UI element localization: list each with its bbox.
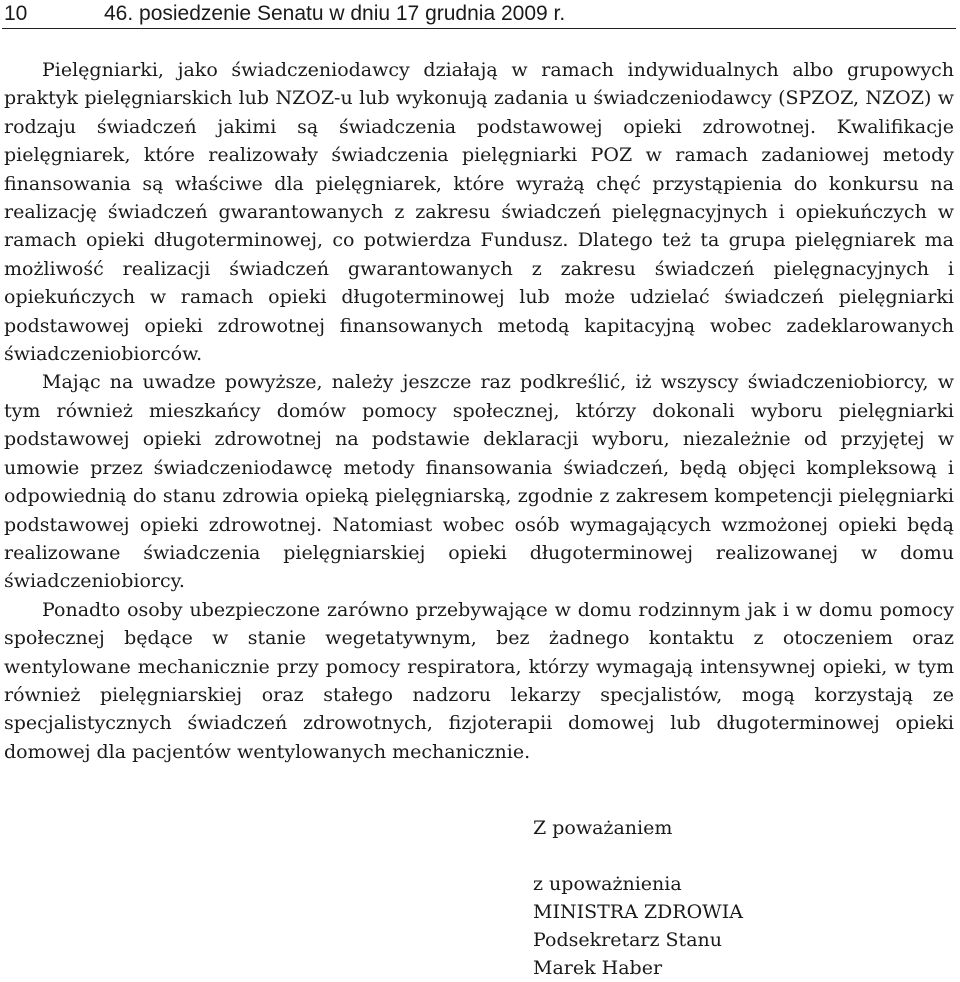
closing-line: Z poważaniem — [533, 817, 673, 839]
signature-name: Marek Haber — [533, 957, 663, 979]
signature-authorization: z upoważnienia — [533, 873, 682, 895]
page-number: 10 — [4, 2, 28, 25]
signature-position: Podsekretarz Stanu — [533, 929, 722, 951]
running-title: 46. posiedzenie Senatu w dniu 17 grudnia 2009 r. — [104, 2, 566, 25]
letter-body — [4, 56, 954, 766]
paragraph-3: Ponadto osoby ubezpieczone zarówno przebywające w domu rodzinnym jak i w domu pomocy społecznej będące w stanie wegetatywnym, bez żadnego kontaktu z otoczeniem oraz wentylowane mechanicznie przy pomocy respiratora, którzy wymagają intensywnej opieki, w tym również pielęgniarskiej oraz stałego nadzoru lekarzy specjalistów, mogą korzystają ze specjalistycznych świadczeń zdrowotnych, fizjoterapii domowej lub długoterminowej opieki domowej dla pacjentów wentylowanych mechanicznie. — [4, 598, 954, 763]
paragraph-2: Mając na uwadze powyższe, należy jeszcze raz podkreślić, iż wszyscy świadczeniobiorcy, w tym również mieszkańcy domów pomocy społecznej, którzy dokonali wyboru pielęgniarki podstawowej opieki zdrowotnej na podstawie deklaracji wyboru, niezależnie od przyjętej w umowie przez świadczeniodawcę metody finansowania świadczeń, będą objęci kompleksową i odpowiednią do stanu zdrowia opieką pielęgniarską, zgodnie z zakresem kompetencji pielęgniarki podstawowej opieki zdrowotnej. Natomiast wobec osób wymagających wzmożonej opieki będą realizowane świadczenia pielęgniarskiej opieki długoterminowej realizowanej w domu świadczeniobiorcy. — [4, 371, 954, 593]
paragraph-1: Pielęgniarki, jako świadczeniodawcy działają w ramach indywidualnych albo grupowych praktyk pielęgniarskich lub NZOZ-u lub wykonują zadania u świadczeniodawcy (SPZOZ, NZOZ) w rodzaju świadczeń jakimi są świadczenia podstawowej opieki zdrowotnej. Kwalifikacje pielęgniarek, które realizowały świadczenia pielęgniarki POZ w ramach zadaniowej metody finansowania są właściwe dla pielęgniarek, które wyrażą chęć przystąpienia do konkursu na realizację świadczeń gwarantowanych z zakresu świadczeń pielęgnacyjnych i opiekuńczych w ramach opieki długoterminowej, co potwierdza Fundusz. Dlatego też ta grupa pielęgniarek ma możliwość realizacji świadczeń gwarantowanych z zakresu świadczeń pielęgnacyjnych i opiekuńczych w ramach opieki długoterminowej lub może udzielać świadczeń pielęgniarki podstawowej opieki zdrowotnej finansowanych metodą kapitacyjną wobec zadeklarowanych świadczeniobiorców. — [4, 59, 954, 366]
signature-ministry: MINISTRA ZDROWIA — [533, 901, 743, 923]
page-header — [2, 0, 956, 29]
signature-block — [533, 870, 743, 982]
